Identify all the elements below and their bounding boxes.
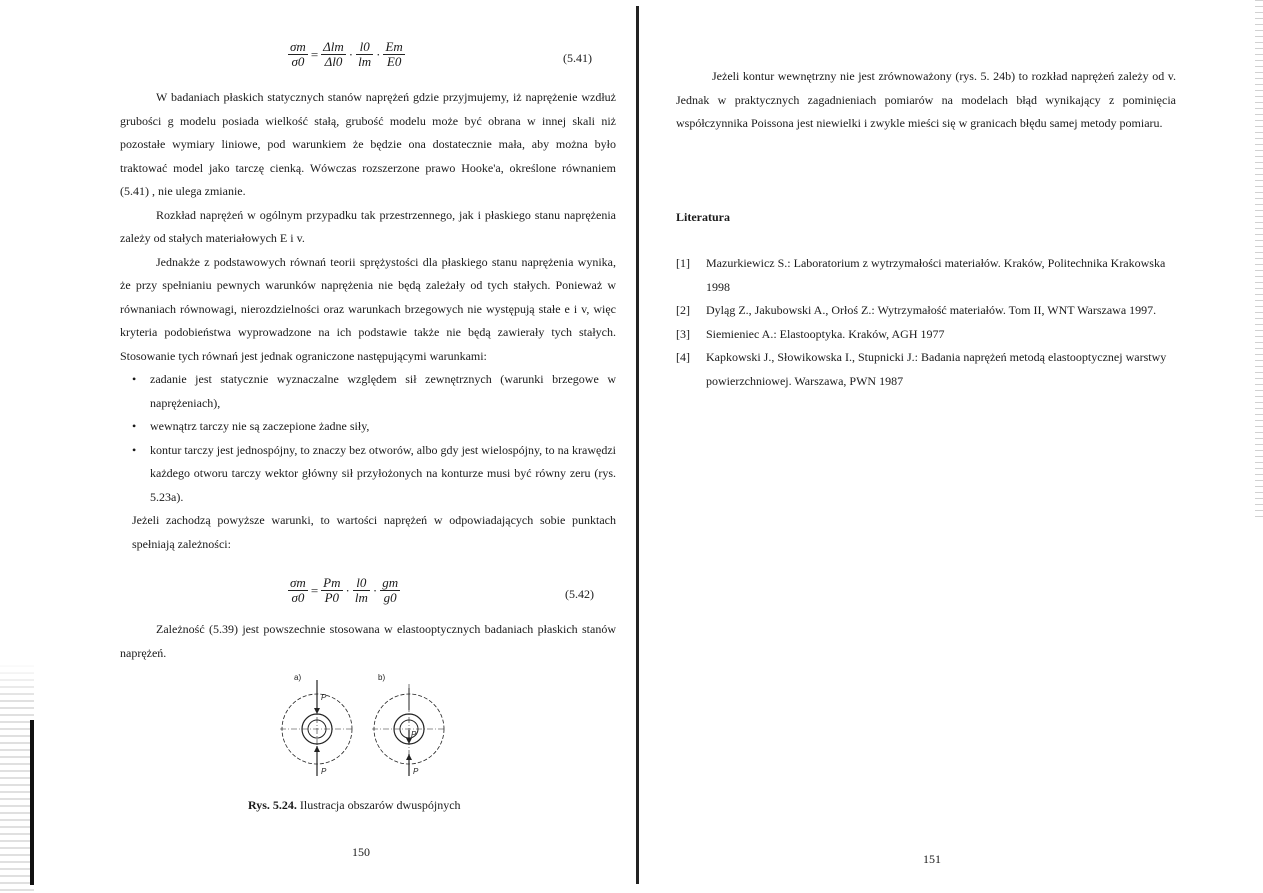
reference-number: [1] [676, 256, 690, 270]
figure-caption [248, 798, 461, 813]
reference-text: Kapkowski J., Słowikowska I., Stupnicki J.: Badania naprężeń metodą elastooptycznej warstwy powierzchniowej. Warszawa, PWN 1987 [706, 350, 1167, 388]
paragraph: Jeżeli kontur wewnętrzny nie jest zrównoważony (rys. 5. 24b) to rozkład naprężeń zależy od v. Jednak w praktycznych zagadnieniach pomiarów na modelach błąd wynikający z pominięcia współczynnika Poissona jest niewielki i zwykle mieści się w granicach błędu samej metody pomiaru. [676, 69, 1176, 130]
reference-item [676, 299, 1176, 323]
equation-number: (5.41) [563, 51, 592, 65]
reference-number: [3] [676, 326, 690, 341]
reference-item [676, 252, 1176, 299]
eq-denominator: E0 [386, 54, 402, 69]
list-item: • zadanie jest statycznie wyznaczalne względem sił zewnętrznych (warunki brzegowe w naprężeniach), [132, 368, 616, 415]
section-heading: Literatura [676, 210, 730, 224]
force-arrow-icon [314, 746, 320, 752]
list-item: • kontur tarczy jest jednospójny, to znaczy bez otworów, albo gdy jest wielospójny, to na krawędzi każdego otworu tarczy wektor główny sił przyłożonych na konturze musi być równy zeru (rys. 5.23a). [132, 439, 616, 510]
eq-denominator: σ0 [291, 54, 305, 69]
eq-denominator: σ0 [291, 590, 305, 605]
eq-numerator: σm [290, 575, 306, 590]
eq-denominator: Δl0 [324, 54, 343, 69]
figure-b-drawing [372, 684, 446, 776]
eq-numerator: Δlm [323, 39, 344, 54]
scan-edge-right [1255, 0, 1263, 520]
paragraph: Jednakże z podstawowych równań teorii sprężystości dla płaskiego stanu naprężenia wynika, że przy spełnianiu pewnych warunków naprężenia nie będą zależały od tych stałych. Ponieważ w równaniach równowagi, nierozdzielności oraz warunkach brzegowych nie występują stałe e i v, więc kryteria podobieństwa wyprowadzone na ich podstawie także nie będą zawierały tych stałych. Stosowanie tych równań jest jednak ograniczone następującymi warunkami: [120, 254, 616, 363]
eq-numerator: l0 [353, 576, 370, 591]
eq-fraction [288, 576, 308, 605]
reference-text: Mazurkiewicz S.: Laboratorium z wytrzymałości materiałów. Kraków, Politechnika Krakowska 1998 [706, 256, 1166, 294]
force-label: P [411, 730, 417, 739]
eq-numerator: Em [385, 39, 403, 54]
figure-label-a: a) [294, 673, 302, 682]
eq-fraction [383, 40, 404, 69]
reference-number: [4] [676, 350, 690, 364]
page-number: 150 [352, 845, 370, 859]
equation-5-42: $\frac{\sigma m}{\sigma 0}$ = $\frac{Pm}{P0}$ · $\frac{l0}{lm}$ · $\frac{gm}{g0}$ [290, 575, 399, 605]
page-number: 151 [923, 852, 941, 866]
force-label: P [413, 767, 419, 776]
reference-text: Siemieniec A.: Elastooptyka. Kraków, AGH 1977 [706, 326, 945, 341]
equation-5-41: $\frac{\sigma m}{\sigma 0}$ = $\frac{\text{Δlm}}{\Delta l0}$ · $\frac{l0}{lm}$ · $\frac{Em}{E0}$ [290, 39, 403, 69]
eq-numerator: σm [290, 39, 306, 54]
caption-text: Ilustracja obszarów dwuspójnych [299, 798, 461, 812]
eq-fraction [288, 40, 308, 69]
eq-denominator: P0 [324, 590, 340, 605]
figure-label-b: b) [378, 673, 386, 682]
eq-fraction [380, 576, 400, 605]
force-label: P [321, 693, 327, 702]
scan-edge-left [0, 0, 34, 893]
eq-denominator: lm [354, 590, 368, 605]
reference-item [676, 346, 1176, 393]
reference-list [676, 252, 1176, 393]
conditions-list [132, 368, 616, 509]
book-spine [636, 6, 639, 884]
reference-text: Dyląg Z., Jakubowski A., Orłoś Z.: Wytrzymałość materiałów. Tom II, WNT Warszawa 1997. [706, 303, 1157, 317]
force-arrow-icon [314, 708, 320, 714]
paragraph: W badaniach płaskich statycznych stanów naprężeń gdzie przyjmujemy, iż naprężenie wzdłuż grubości g modelu posiada wielkość stałą, grubość modelu może być obrana w innej skali niż pozostałe wymiary liniowe, pod warunkiem że będzie ona dostatecznie mała, aby można było traktować model jako tarczę cienką. Wówczas rozszerzone prawo Hooke'a, określone równaniem (5.41) , nie ulega zmianie. [120, 90, 616, 198]
eq-numerator: l0 [356, 40, 373, 55]
reference-item [676, 323, 1176, 347]
eq-numerator: gm [382, 575, 399, 590]
eq-fraction [321, 40, 346, 69]
equation-number: (5.42) [565, 587, 594, 601]
left-closing-text [120, 618, 616, 665]
right-body-text [676, 65, 1176, 136]
eq-denominator: lm [358, 54, 372, 69]
figure-doubly-connected-regions [280, 670, 470, 790]
left-body-text [120, 86, 616, 556]
eq-fraction [321, 576, 342, 605]
eq-denominator: g0 [383, 590, 397, 605]
eq-fraction [353, 576, 370, 605]
scan-edge-bar [30, 720, 34, 885]
paragraph: Rozkład naprężeń w ogólnym przypadku tak przestrzennego, jak i płaskiego stanu naprężenia zależy od stałych materiałowych E i v. [120, 207, 616, 245]
paragraph: Jeżeli zachodzą powyższe warunki, to wartości naprężeń w odpowiadających sobie punktach spełniają zależności: [132, 513, 616, 551]
force-label: P [321, 767, 327, 776]
eq-fraction [356, 40, 373, 69]
paragraph: Zależność (5.39) jest powszechnie stosowana w elastooptycznych badaniach płaskich stanów naprężeń. [120, 622, 616, 660]
caption-label: Rys. 5.24. [248, 798, 297, 812]
list-item: • wewnątrz tarczy nie są zaczepione żadne siły, [132, 415, 616, 439]
figure-a-drawing [280, 680, 354, 776]
force-arrow-icon [406, 754, 412, 760]
eq-numerator: Pm [323, 575, 341, 590]
reference-number: [2] [676, 303, 690, 317]
